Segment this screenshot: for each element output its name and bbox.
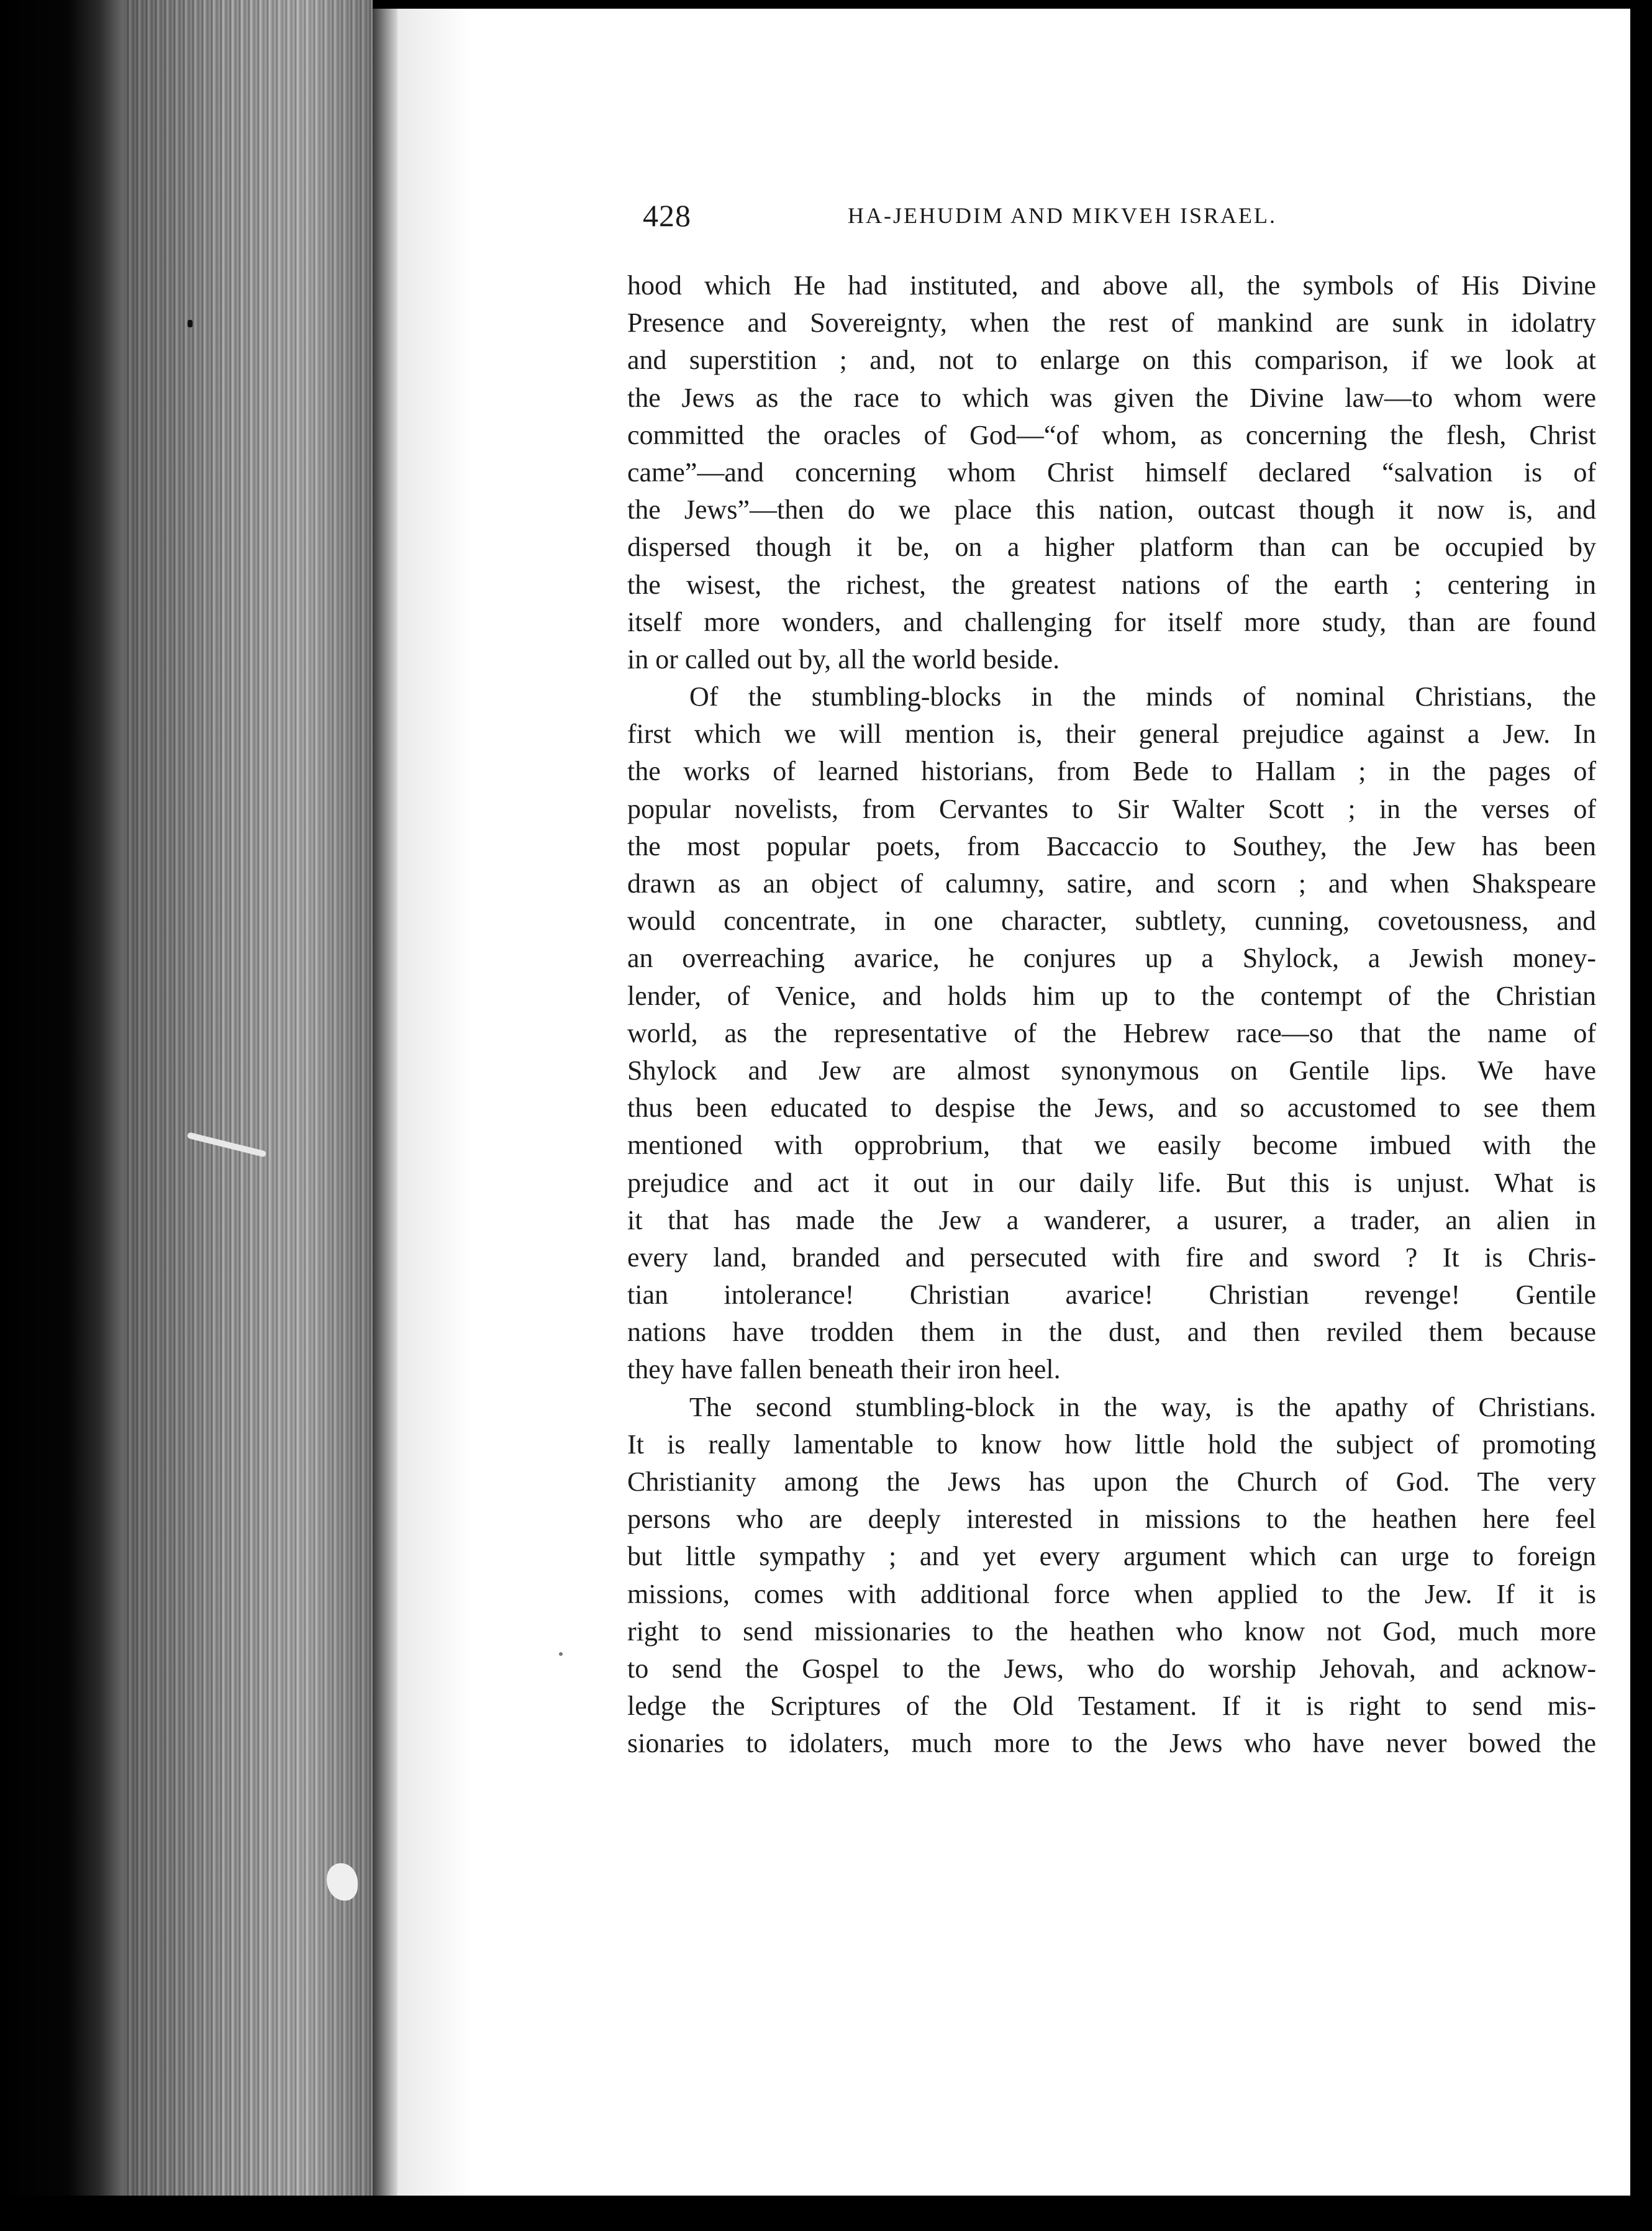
text-line: hood which He had instituted, and above all, the symbols of His Divine [627,270,1596,301]
scan-border-right [1630,0,1652,2231]
text-line: it that has made the Jew a wanderer, a usurer, a trader, an alien in [627,1204,1596,1235]
text-line: would concentrate, in one character, subtlety, cunning, covetousness, and [627,906,1596,937]
text-line: committed the oracles of God—“of whom, as concerning the flesh, Christ [627,419,1596,450]
text-line: mentioned with opprobrium, that we easily become imbued with the [627,1130,1596,1161]
page-number: 428 [643,198,691,233]
paragraph-first-line: The second stumbling-block in the way, is the apathy of Christians. [689,1391,1596,1422]
text-line: ledge the Scriptures of the Old Testament. If it is right to send mis- [627,1691,1596,1722]
text-line: dispersed though it be, on a higher platform than can be occupied by [627,532,1596,563]
text-line: and superstition ; and, not to enlarge on this comparison, if we look at [627,345,1596,376]
text-line: nations have trodden them in the dust, and then reviled them because [627,1317,1596,1348]
gutter-shadow [373,0,397,2231]
running-head [643,198,1599,241]
book-binding-shadow [0,0,124,2231]
text-line: every land, branded and persecuted with fire and sword ? It is Chris- [627,1242,1596,1273]
text-line: popular novelists, from Cervantes to Sir Walter Scott ; in the verses of [627,793,1596,824]
text-line: Christianity among the Jews has upon the Church of God. The very [627,1466,1596,1497]
text-line: persons who are deeply interested in missions to the heathen here feel [627,1504,1596,1535]
text-line: the works of learned historians, from Bede to Hallam ; in the pages of [627,756,1596,787]
text-line: It is really lamentable to know how little hold the subject of promoting [627,1429,1596,1460]
text-line: right to send missionaries to the heathen who know not God, much more [627,1615,1596,1647]
text-line: prejudice and act it out in our daily life. But this is unjust. What is [627,1167,1596,1198]
text-line: drawn as an object of calumny, satire, and scorn ; and when Shakspeare [627,868,1596,899]
text-line: sionaries to idolaters, much more to the Jews who have never bowed the [627,1728,1596,1759]
text-line: the Jews as the race to which was given the Divine law—to whom were [627,382,1596,413]
scan-border-top [373,0,1652,9]
margin-speck [559,1652,563,1656]
text-line: but little sympathy ; and yet every argument which can urge to foreign [627,1541,1596,1572]
text-line: Shylock and Jew are almost synonymous on Gentile lips. We have [627,1055,1596,1086]
text-line: the most popular poets, from Baccaccio to Southey, the Jew has been [627,830,1596,861]
text-line: came”—and concerning whom Christ himself declared “salvation is of [627,457,1596,488]
text-line: to send the Gospel to the Jews, who do worship Jehovah, and acknow- [627,1653,1596,1684]
scan-border-bottom [0,2196,1652,2231]
body-text [627,267,1596,1763]
text-line: the wisest, the richest, the greatest nations of the earth ; centering in [627,569,1596,600]
edge-mark [188,320,193,327]
text-line: tian intolerance! Christian avarice! Christian revenge! Gentile [627,1279,1596,1311]
text-line: first which we will mention is, their general prejudice against a Jew. In [627,719,1596,750]
running-title: HA-JEHUDIM AND MIKVEH ISRAEL. [848,203,1277,228]
text-line: Presence and Sovereignty, when the rest of mankind are sunk in idolatry [627,307,1596,339]
text-line: the Jews”—then do we place this nation, outcast though it now is, and [627,494,1596,525]
text-line: lender, of Venice, and holds him up to the contempt of the Christian [627,980,1596,1011]
paragraph-first-line: Of the stumbling-blocks in the minds of nominal Christians, the [689,681,1596,712]
text-line: an overreaching avarice, he conjures up a Shylock, a Jewish money- [627,943,1596,974]
text-line: thus been educated to despise the Jews, and so accustomed to see them [627,1093,1596,1124]
text-line: they have fallen beneath their iron heel. [627,1354,1061,1385]
text-line: in or called out by, all the world beside. [627,643,1060,675]
text-line: missions, comes with additional force when applied to the Jew. If it is [627,1578,1596,1609]
text-line: itself more wonders, and challenging for itself more study, than are found [627,606,1596,637]
text-line: world, as the representative of the Hebrew race—so that the name of [627,1017,1596,1048]
